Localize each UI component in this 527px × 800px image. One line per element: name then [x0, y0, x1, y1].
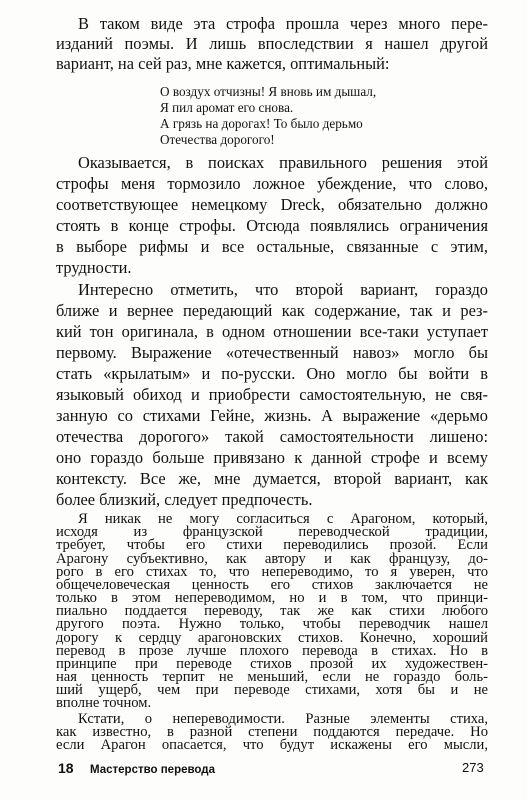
text-line: требует, чтобы его стихи переводились прозой. Если	[56, 537, 488, 554]
text-line: Я никак не могу согласиться с Арагоном, который,	[78, 511, 488, 527]
text-line: кий тон оригинала, в одном отношении все-таки уступает	[56, 322, 488, 341]
verse-line: Я пил аромат его снова.	[160, 100, 294, 115]
text-line: языковый обиход и приобрести самостоятельную, не свя-	[56, 385, 488, 404]
text-line: Интересно отметить, что второй вариант, гораздо	[78, 280, 488, 299]
page-number: 273	[462, 760, 484, 775]
text-line: вариант, на сей раз, мне кажется, оптимальный:	[56, 54, 390, 73]
text-line: если Арагон опасается, что будут искажены его мысли,	[56, 736, 488, 753]
text-line: другого поэта. Нужно только, чтобы переводчик нашел	[56, 616, 488, 633]
text-line: Кстати, о непереводимости. Разные элементы стиха,	[78, 710, 488, 727]
text-line: вполне точном.	[56, 695, 152, 712]
text-line: принципе при переводе стихов прозой их художествен-	[56, 655, 488, 672]
text-line: только в этом непереводимом, но и в том, что принци-	[56, 590, 488, 606]
text-line: соответствующее немецкому Dreck, обязательно должно	[56, 195, 488, 214]
text-line: как известно, в разной степени поддаются передаче. Но	[56, 723, 488, 740]
text-line: стоять в конце строфы. Отсюда появлялись ограничения	[56, 216, 488, 235]
text-line: отечества дорогого» такой самостоятельности лишено:	[56, 427, 488, 446]
verse-line: О воздух отчизны! Я вновь им дышал,	[160, 84, 377, 99]
text-line: перевод в прозе лучше плохого перевода в стихах. Но в	[56, 642, 488, 659]
text-line: строфы меня тормозило ложное убеждение, что слово,	[56, 174, 488, 193]
text-line: ший ущерб, чем при переводе стихами, хотя бы и не	[56, 682, 488, 699]
text-line: ная ценность терпит не меньший, если не гораздо боль-	[56, 669, 488, 685]
signature-number: 18	[58, 760, 74, 776]
text-line: ближе и вернее передающий как содержание, так и рез-	[56, 301, 488, 320]
signature-title: Мастерство перевода	[90, 764, 215, 776]
text-line: занную со стихами Гейне, жизнь. А выражение «дерьмо	[56, 406, 488, 425]
text-line: пиально поддается переводу, так же как стихи любого	[56, 603, 488, 620]
text-line: рого в его стихах то, что непереводимо, то я уверен, что	[56, 563, 488, 580]
text-line: в выборе рифмы и все остальные, связанные с этим,	[56, 237, 488, 256]
verse-line: Отечества дорогого!	[160, 132, 275, 147]
text-line: стать «крылатым» и по-русски. Оно могло бы войти в	[56, 364, 488, 383]
text-line: изданий поэмы. И лишь впоследствии я нашел другой	[56, 34, 488, 53]
text-line: В таком виде эта строфа прошла через много пере-	[78, 14, 488, 33]
verse-line: А грязь на дорогах! То было дерьмо	[160, 116, 363, 131]
text-line: оно гораздо больше привязано к данной строфе и всему	[56, 448, 488, 467]
text-line: Оказывается, в поисках правильного решения этой	[78, 153, 488, 172]
text-line: Арагону субъективно, как автору и как французу, до-	[56, 550, 488, 567]
text-line: контексту. Все же, мне думается, второй вариант, как	[56, 469, 488, 488]
text-line: дорогу к сердцу арагоновских стихов. Конечно, хороший	[56, 629, 488, 646]
text-line: более близкий, следует предпочесть.	[56, 490, 313, 509]
text-line: исходя из французской переводческой традиции,	[56, 524, 488, 541]
text-line: общечеловеческая ценность его стихов заключается не	[56, 576, 488, 593]
text-line: трудности.	[56, 258, 132, 277]
text-line: первому. Выражение «отечественный навоз» могло бы	[56, 343, 488, 362]
